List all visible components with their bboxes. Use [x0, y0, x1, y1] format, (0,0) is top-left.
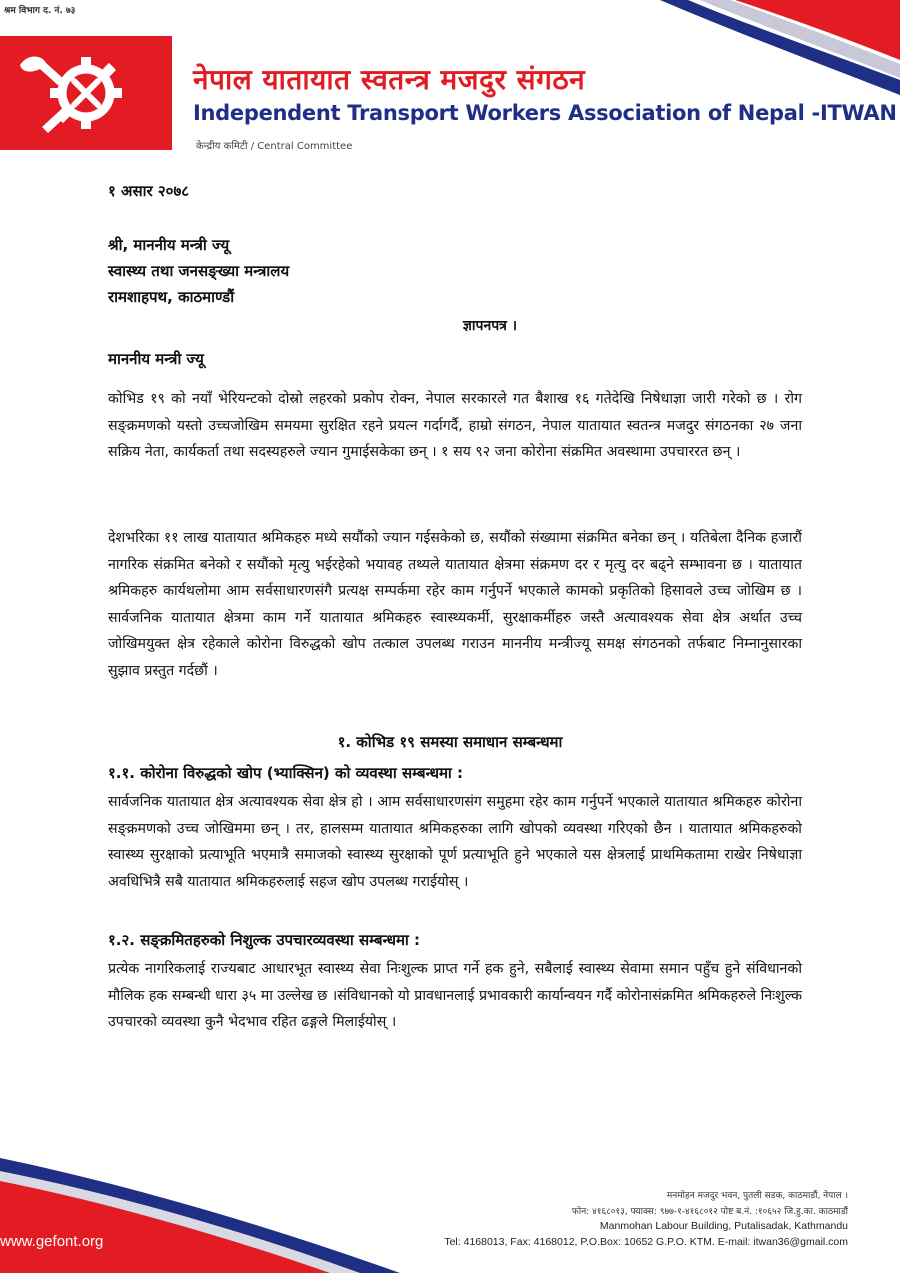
subsection-heading-1-2: १.२. सङ्क्रमितहरुको निशुल्क उपचारव्यवस्था सम्बन्धमा : [108, 931, 421, 949]
paragraph-2: देशभरिका ११ लाख यातायात श्रमिकहरु मध्ये सयौंको ज्यान गईसकेको छ, सयौंको संख्यामा संक्रमित बनेका छन् । यतिबेला दैनिक हजारौं नागरिक संक्रमित बनेको र सयौंको मृत्यु भईरहेको भयावह तथ्यले यातायात क्षेत्रमा संक्रमण दर र मृत्यु दर बढ्ने सम्भावना छ । यातायात श्रमिकहरु कार्यथलोमा आम सर्वसाधारणसंगै प्रत्यक्ष सम्पर्कमा रहेर काम गर्नुपर्ने भएकाले कामको प्रकृतिको हिसावले उच्च जोखिम छ । सार्वजनिक यातायात क्षेत्रमा काम गर्ने यातायात श्रमिकहरु स्वास्थ्यकर्मी, सुरक्षाकर्मीहरु जस्तै अत्यावश्यक सेवा क्षेत्र अर्थात उच्च जोखिमयुक्त क्षेत्र रहेकाले कोरोना विरुद्धको खोप तत्काल उपलब्ध गराउन माननीय मन्त्रीज्यू समक्ष संगठनको तर्फबाट निम्नानुसारका सुझाव प्रस्तुत गर्दछौं । [108, 530, 802, 679]
recipient-line-1: श्री, माननीय मन्त्री ज्यू [108, 236, 230, 254]
subsection-heading-1-1: १.१. कोरोना विरुद्धको खोप (भ्याक्सिन) को व्यवस्था सम्बन्धमा : [108, 764, 464, 782]
itwan-logo [0, 36, 172, 150]
recipient-line-2: स्वास्थ्य तथा जनसङ्ख्या मन्त्रालय [108, 262, 290, 280]
organization-title-english: Independent Transport Workers Association of Nepal -ITWAN [193, 101, 897, 125]
recipient-line-3: रामशाहपथ, काठमाण्डौं [108, 288, 235, 306]
salutation: माननीय मन्त्री ज्यू [108, 350, 204, 368]
committee-subtitle: केन्द्रीय कमिटी / Central Committee [196, 141, 353, 152]
section-heading-1: १. कोभिड १९ समस्या समाधान सम्बन्धमा [337, 733, 563, 751]
paragraph-1: कोभिड १९ को नयाँ भेरियन्टको दोस्रो लहरको प्रकोप रोक्न, नेपाल सरकारले गत बैशाख १६ गतेदेखि निषेधाज्ञा जारी गरेको छ । रोग सङ्क्रमणको यस्तो उच्चजोखिम समयमा सुरक्षित रहने प्रयत्न गर्दागर्दै, हाम्रो संगठन, नेपाल यातायात स्वतन्त्र मजदुर संगठनका २७ जना सक्रिय नेता, कार्यकर्ता तथा सदस्यहरुले ज्यान गुमाईसकेका छन् । १ सय ९२ जना कोरोना संक्रमित अवस्थामा उपचाररत छन् । [108, 391, 803, 461]
registration-number: श्रम विभाग द. नं. ७३ [4, 6, 76, 16]
organization-title-nepali: नेपाल यातायात स्वतन्त्र मजदुर संगठन [193, 63, 586, 96]
paragraph-4: प्रत्येक नागरिकलाई राज्यबाट आधारभूत स्वास्थ्य सेवा निःशुल्क प्राप्त गर्ने हक हुने, सबैलाई स्वास्थ्य सेवामा समान पहुँच हुने संविधानको मौलिक हक सम्बन्धी धारा ३५ मा उल्लेख छ ।संविधानको यो प्रावधानलाई प्रभावकारी कार्यान्वयन गर्दै कोरोनासंक्रमित श्रमिकहरुले निःशुल्क उपचारको व्यवस्था कुनै भेदभाव रहित ढङ्गले मिलाईयोस् । [108, 961, 802, 1031]
footer-contact-nepali: फोन: ४१६८०१३, फ्याक्स: ९७७-१-४१६८०१२ पोष्ट ब.नं. :१०६५२ जि.हु.का. काठमाडौं [571, 1207, 848, 1217]
website-link[interactable]: www.gefont.org [0, 1233, 104, 1250]
letter-date: १ असार २०७८ [108, 182, 190, 200]
letter-subject: ज्ञापनपत्र । [462, 318, 518, 334]
footer-address-nepali: मनमोहन मजदुर भवन, पुतली सडक, काठमाडौं, नेपाल । [666, 1191, 848, 1201]
footer-contact-english: Tel: 4168013, Fax: 4168012, P.O.Box: 10652 G.P.O. KTM. E-mail: itwan36@gmail.com [444, 1236, 848, 1248]
footer-address-english: Manmohan Labour Building, Putalisadak, Kathmandu [599, 1220, 848, 1232]
paragraph-3: सार्वजनिक यातायात क्षेत्र अत्यावश्यक सेवा क्षेत्र हो । आम सर्वसाधारणसंग समुहमा रहेर काम गर्नुपर्ने भएकाले यातायात श्रमिकहरु कोरोना सङ्क्रमणको उच्च जोखिममा छन् । तर, हालसम्म यातायात श्रमिकहरुका लागि खोपको व्यवस्था गरिएको छैन । यातायात श्रमिकहरुको स्वास्थ्य सुरक्षाको प्रत्याभूति भएमात्रै समाजको स्वास्थ्य सुरक्षाको पूर्ण प्रत्याभूति हुने भएकाले यस क्षेत्रलाई प्राथमिकतामा राखेर निषेधाज्ञा अवधिभित्रै सबै यातायात श्रमिकहरुलाई सहज खोप उपलब्ध गराईयोस् । [108, 794, 802, 890]
